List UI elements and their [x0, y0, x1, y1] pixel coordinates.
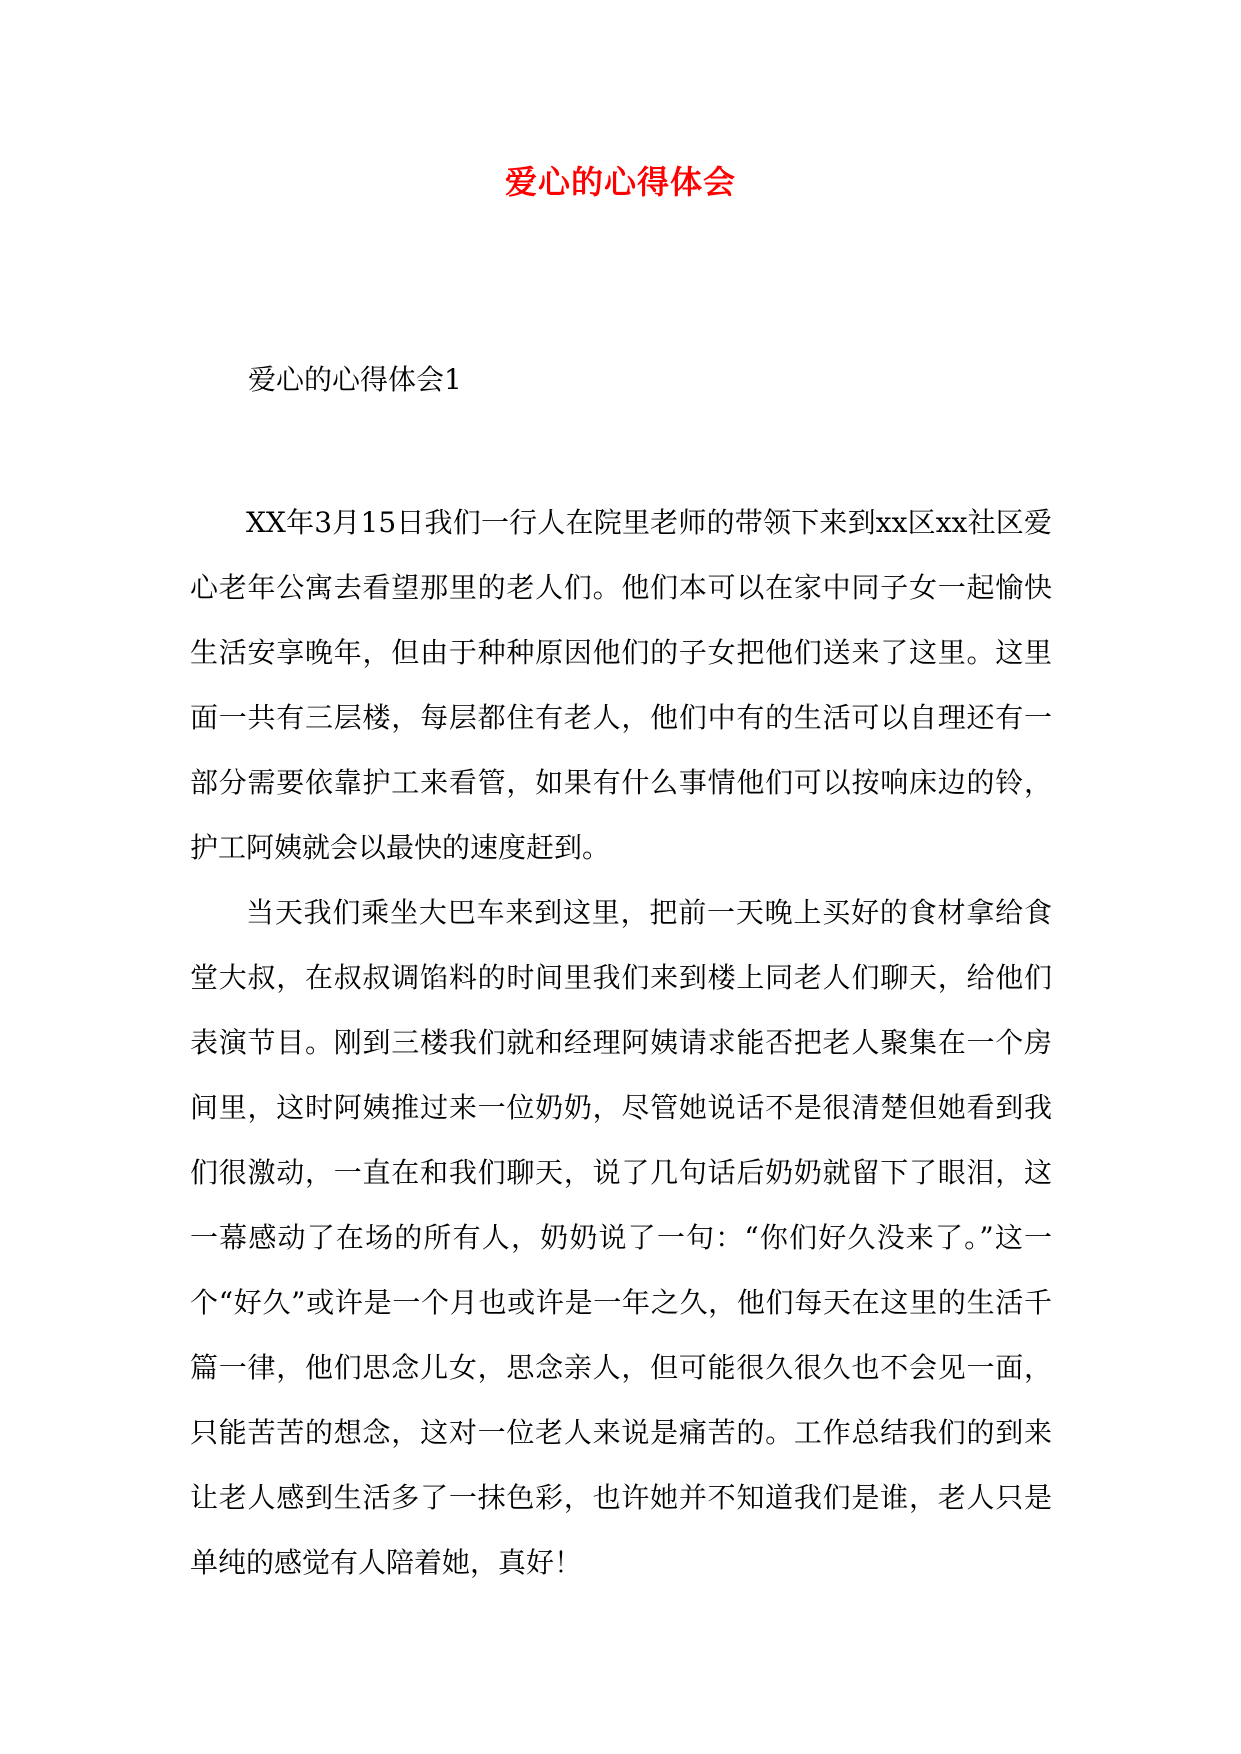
document-body — [190, 490, 1052, 1595]
section-heading: 爱心的心得体会1 — [248, 363, 462, 396]
paragraph-2: 当天我们乘坐大巴车来到这里，把前一天晚上买好的食材拿给食堂大叔，在叔叔调馅料的时间里我们来到楼上同老人们聊天，给他们表演节目。刚到三楼我们就和经理阿姨请求能否把老人聚集在一个房间里，这时阿姨推过来一位奶奶，尽管她说话不是很清楚但她看到我们很激动，一直在和我们聊天，说了几句话后奶奶就留下了眼泪，这一幕感动了在场的所有人，奶奶说了一句：“你们好久没来了。”这一个“好久”或许是一个月也或许是一年之久，他们每天在这里的生活千篇一律，他们思念儿女，思念亲人，但可能很久很久也不会见一面，只能苦苦的想念，这对一位老人来说是痛苦的。工作总结我们的到来让老人感到生活多了一抹色彩，也许她并不知道我们是谁，老人只是单纯的感觉有人陪着她，真好！ — [190, 896, 1052, 1579]
paragraph-1: XX年3月15日我们一行人在院里老师的带领下来到xx区xx社区爱心老年公寓去看望那里的老人们。他们本可以在家中同子女一起愉快生活安享晚年，但由于种种原因他们的子女把他们送来了这里。这里面一共有三层楼，每层都住有老人，他们中有的生活可以自理还有一部分需要依靠护工来看管，如果有什么事情他们可以按响床边的铃，护工阿姨就会以最快的速度赶到。 — [190, 506, 1052, 864]
document-title: 爱心的心得体会 — [504, 163, 736, 201]
